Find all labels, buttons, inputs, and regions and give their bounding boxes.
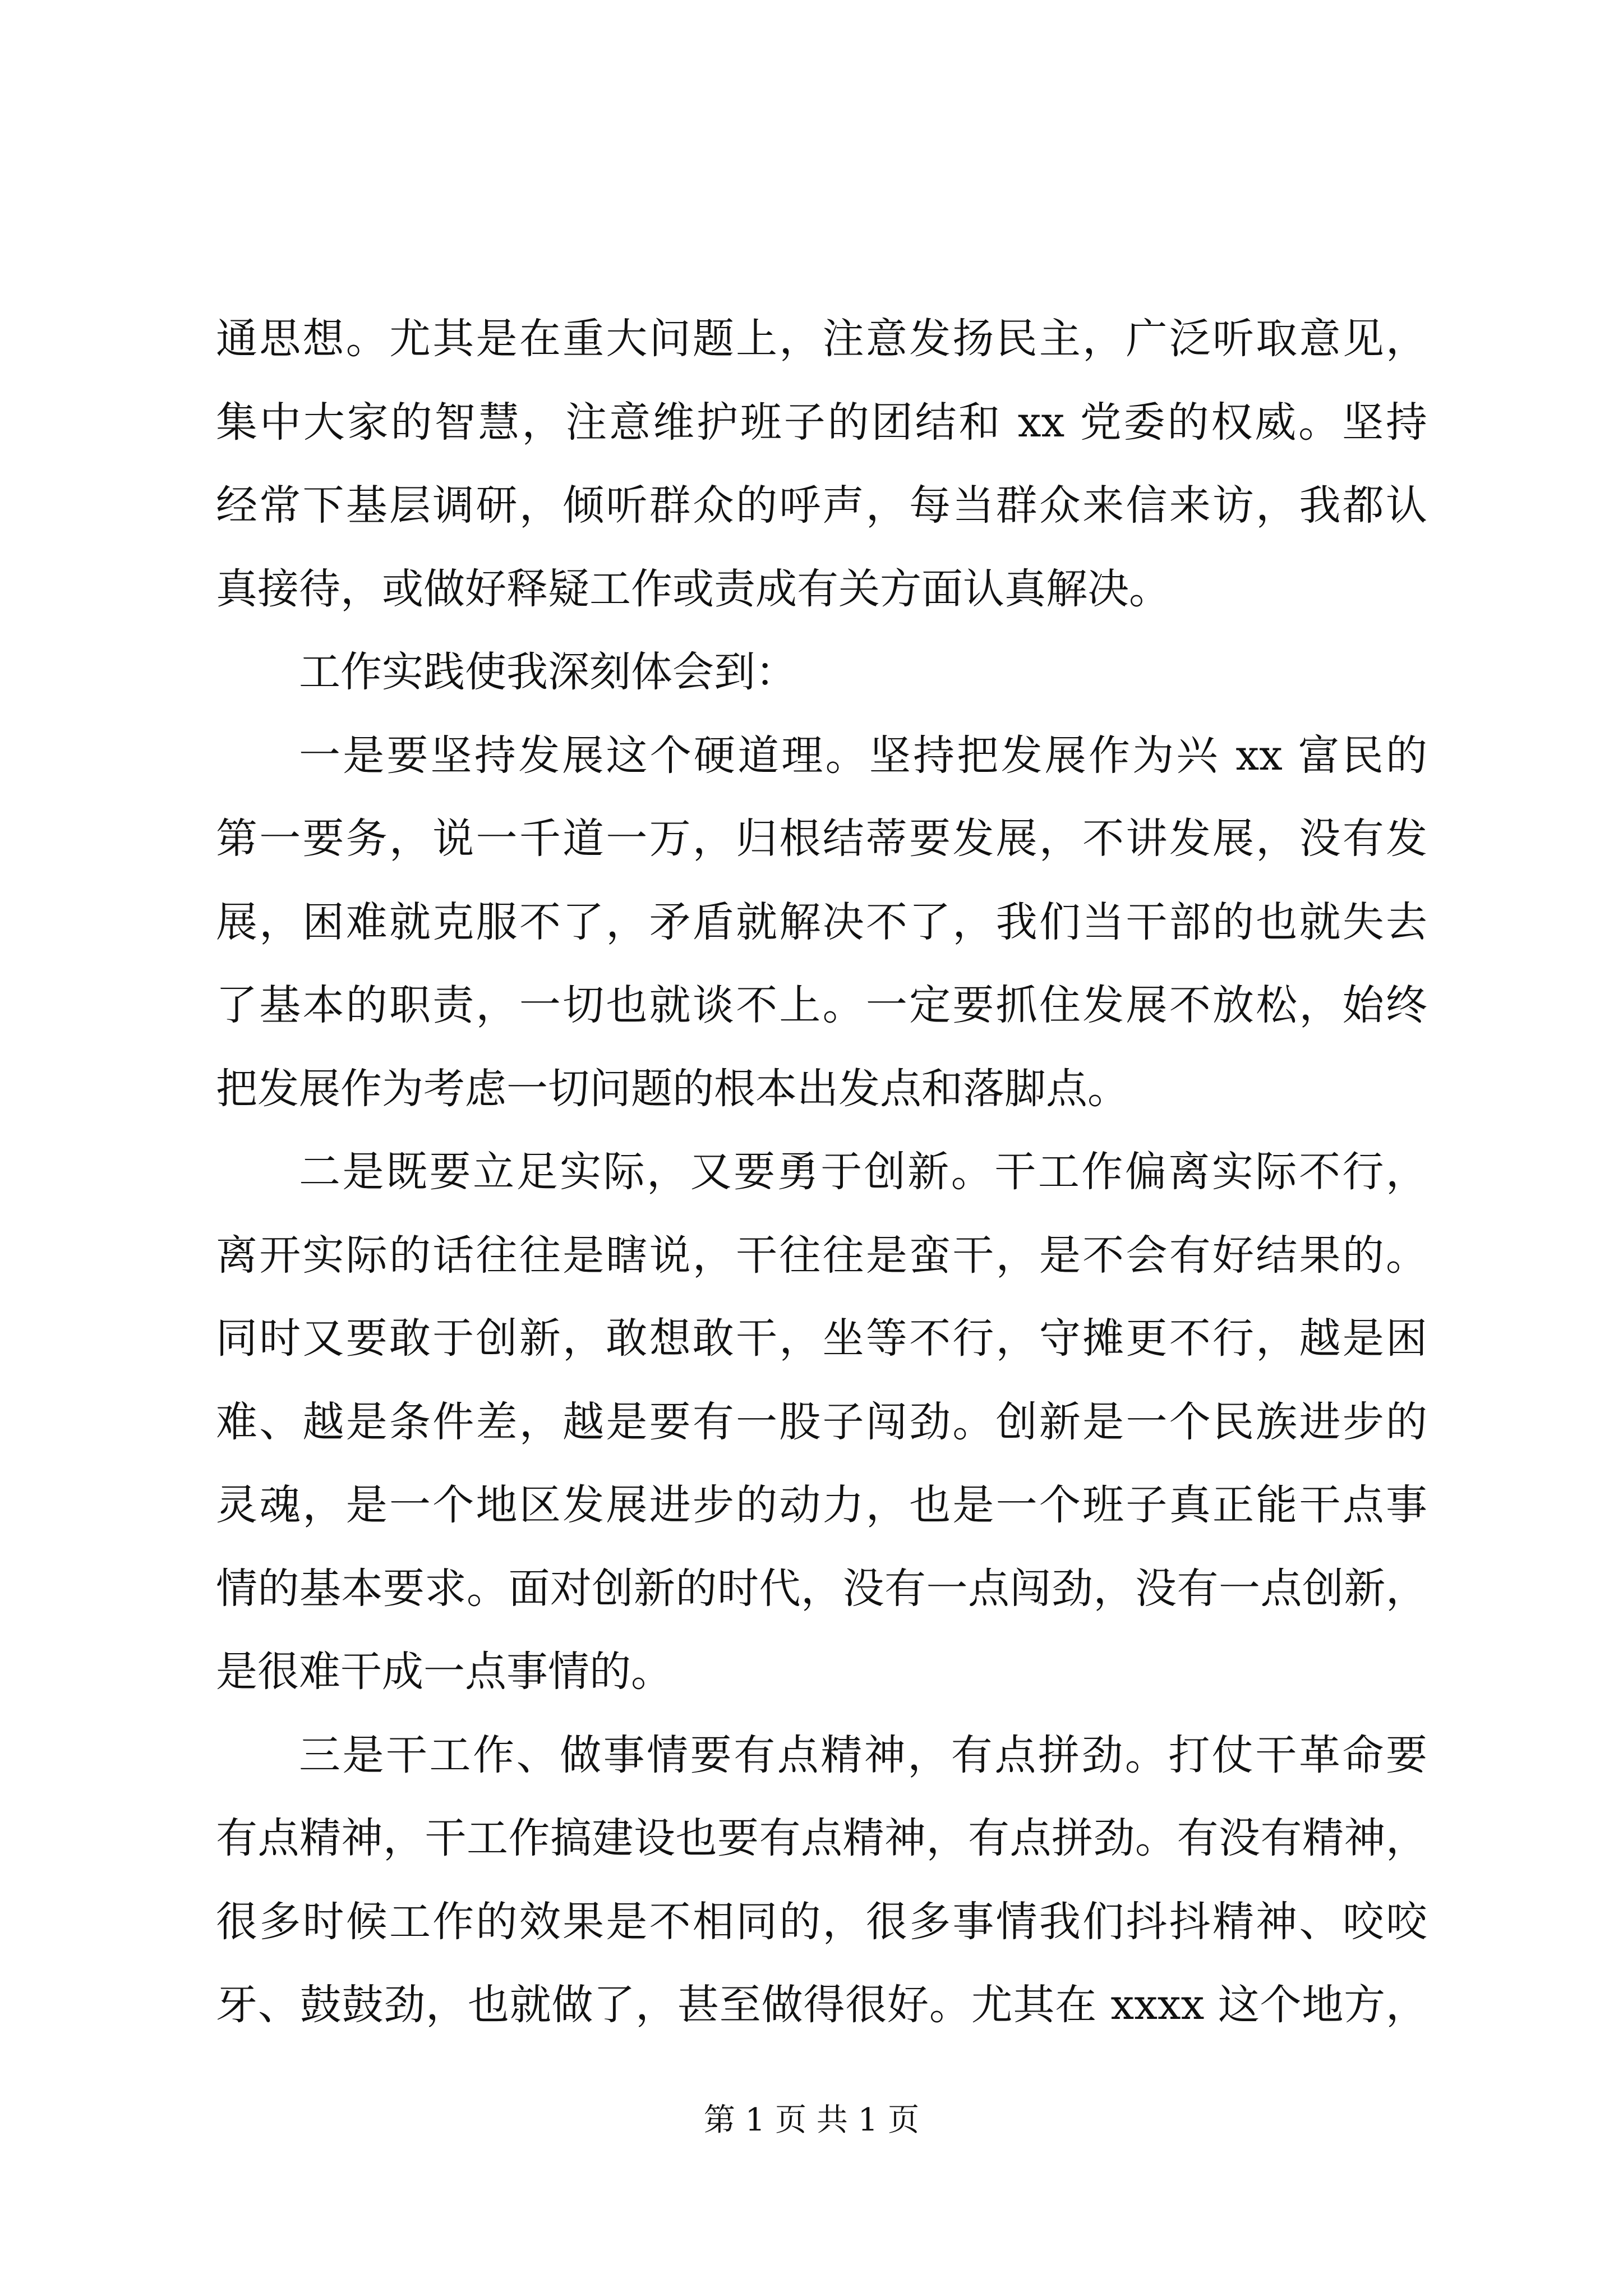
page-footer: 第 1 页 共 1 页 <box>703 2102 920 2138</box>
text-line: 工作实践使我深刻体会到： <box>299 648 797 696</box>
text-line: 二是既要立足实际，又要勇于创新。干工作偏离实际不行， <box>299 1148 1427 1196</box>
text-line: 牙、鼓鼓劲，也就做了，甚至做得很好。尤其在 xxxx 这个地方， <box>216 1981 1427 2029</box>
text-line: 同时又要敢于创新，敢想敢干，坐等不行，守摊更不行，越是困 <box>216 1314 1427 1363</box>
text-line: 情的基本要求。面对创新的时代，没有一点闯劲，没有一点创新， <box>216 1564 1427 1613</box>
text-line: 把发展作为考虑一切问题的根本出发点和落脚点。 <box>216 1064 1129 1113</box>
text-line: 灵魂，是一个地区发展进步的动力，也是一个班子真正能干点事 <box>216 1481 1427 1529</box>
text-line: 离开实际的话往往是瞎说，干往往是蛮干，是不会有好结果的。 <box>216 1231 1427 1280</box>
document-body <box>216 297 1427 2047</box>
text-line: 难、越是条件差，越是要有一股子闯劲。创新是一个民族进步的 <box>216 1397 1427 1446</box>
text-line: 是很难干成一点事情的。 <box>216 1648 672 1696</box>
text-line: 三是干工作、做事情要有点精神，有点拼劲。打仗干革命要 <box>299 1731 1427 1779</box>
text-line: 真接待，或做好释疑工作或责成有关方面认真解决。 <box>216 564 1170 613</box>
text-line: 有点精神，干工作搞建设也要有点精神，有点拼劲。有没有精神， <box>216 1814 1427 1862</box>
text-line: 很多时候工作的效果是不相同的，很多事情我们抖抖精神、咬咬 <box>216 1897 1427 1946</box>
text-line: 展，困难就克服不了，矛盾就解决不了，我们当干部的也就失去 <box>216 898 1427 946</box>
text-line: 集中大家的智慧，注意维护班子的团结和 xx 党委的权威。坚持 <box>216 398 1427 447</box>
text-line: 一是要坚持发展这个硬道理。坚持把发展作为兴 xx 富民的 <box>299 731 1427 780</box>
text-line: 第一要务，说一千道一万，归根结蒂要发展，不讲发展，没有发 <box>216 815 1427 863</box>
text-line: 经常下基层调研，倾听群众的呼声，每当群众来信来访，我都认 <box>216 481 1427 530</box>
text-line: 了基本的职责，一切也就谈不上。一定要抓住发展不放松，始终 <box>216 981 1427 1029</box>
text-line: 通思想。尤其是在重大问题上，注意发扬民主，广泛听取意见， <box>216 315 1427 363</box>
